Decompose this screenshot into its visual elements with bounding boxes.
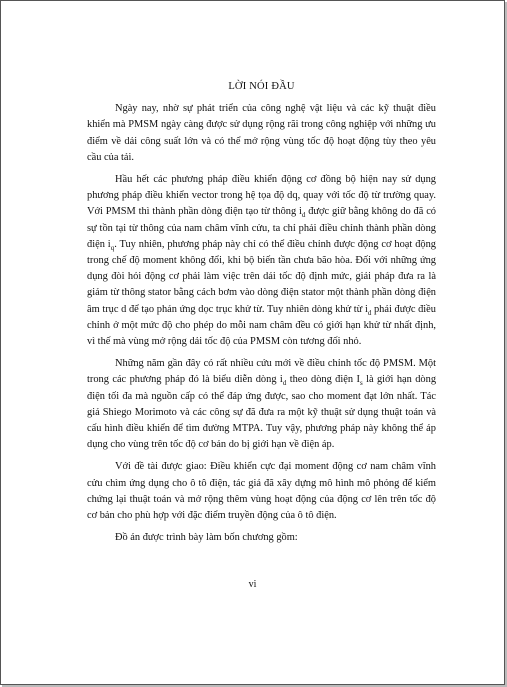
- paragraph-3: Những năm gần đây có rất nhiều cứu mới về điều chỉnh tốc độ PMSM. Một trong các phương pháp đó là biểu diễn dòng $i_d$ theo dòng điện $I_s$ là giới hạn dòng điện tối đa mà nguồn cấp có thể đáp ứng được, sao cho moment đạt lớn nhất. Tác giả Shiego Morimoto và các công sự đã đưa ra một kỹ thuật sử dụng thuật toán và cấu hình điều khiển để tìm đường MTPA. Tuy vậy, phương pháp này không thể áp dụng cho vùng trên tốc độ cơ bản do bị giới hạn về điện áp.: [87, 358, 437, 451]
- page-title: LỜI NÓI ĐẦU: [228, 81, 295, 92]
- paragraph-5: Đồ án được trình bày làm bốn chương gồm:: [115, 532, 298, 544]
- page-number: vi: [248, 579, 257, 590]
- page-content: [87, 79, 436, 552]
- paragraph-4: Với đề tài được giao: Điều khiển cực đại moment động cơ nam châm vĩnh cửu chìm ứng dụng cho ô tô điện, tác giả đã xây dựng mô hình mô phỏng để kiểm chứng lại thuật toán và mở rộng thêm vùng hoạt động của động cơ lên trên tốc độ cơ bản cho phù hợp với đặc điểm truyền động của ô tô điện.: [87, 461, 436, 522]
- paragraph-1: Ngày nay, nhờ sự phát triển của công nghệ vật liệu và các kỹ thuật điều khiển mà PMSM ngày càng được sử dụng rộng rãi trong công nghiệp với những ưu điểm về dải công suất lớn và có thể mở rộng vùng tốc độ hoạt động tùy theo yêu cầu của tải.: [87, 103, 436, 163]
- paragraph-2: Hầu hết các phương pháp điều khiển động cơ đồng bộ hiện nay sử dụng phương pháp điều khiển vector trong hệ tọa độ dq, quay với tốc độ từ trường quay. Với PMSM thì thành phần dòng điện tạo từ thông $i_d$ được giữ bằng không do đã có sự tồn tại từ thông của nam châm vĩnh cửu, ta chỉ phải điều chỉnh thành phần dòng điện $i_q$. Tuy nhiên, phương pháp này chỉ có thể điều chỉnh được động cơ hoạt động trong chế độ moment không đổi, khi bộ biến tần chưa bão hòa. Đối với những ứng dụng đòi hỏi động cơ phải làm việc trên dải tốc độ định mức, giải pháp đưa ra là giảm từ thông stator bằng cách bơm vào dòng điện stator một thành phần dòng điện âm trục d để tạo phản ứng dọc trục khử từ. Tuy nhiên dòng khử từ $i_d$ phải được điều chỉnh ở một mức độ cho phép do mỗi nam châm đều có giới hạn khử từ nhất định, vì thế mà vùng mở rộng dải tốc độ của PMSM còn tương đối nhỏ.: [87, 174, 437, 348]
